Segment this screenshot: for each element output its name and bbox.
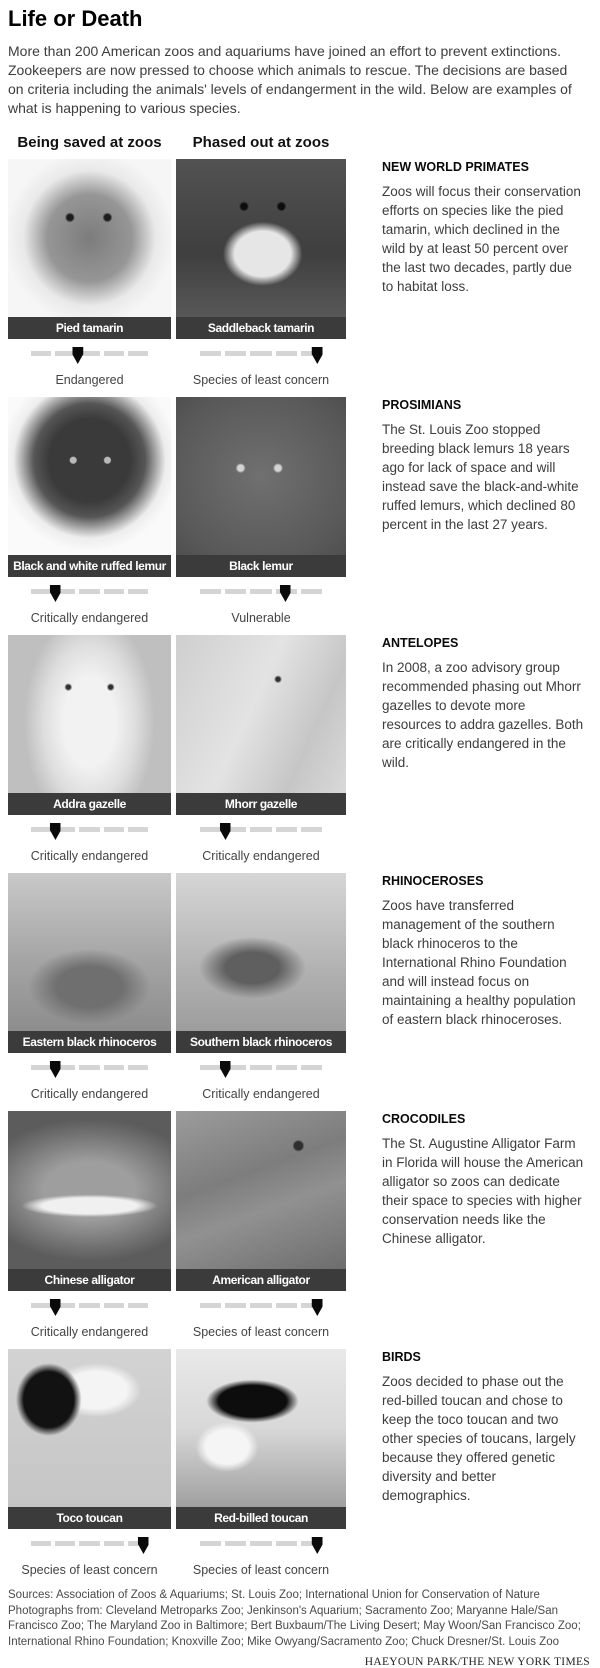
section-text — [382, 397, 584, 534]
scale-dash — [128, 351, 148, 356]
scale-track — [200, 1301, 322, 1308]
section-description: Zoos will focus their conservation efforts on species like the pied tamarin, which declined in the wild by at least 50 percent over the last two decades, partly due to habitat loss. — [382, 184, 581, 294]
scale-track — [200, 825, 322, 832]
column-header-phased: Phased out at zoos — [192, 134, 330, 151]
scale-marker-icon — [312, 1537, 323, 1554]
section-text — [382, 1111, 584, 1248]
scale-track — [31, 349, 148, 356]
scale-dash — [104, 589, 124, 594]
saved-animal-card — [8, 159, 171, 388]
section-description: In 2008, a zoo advisory group recommended phasing out Mhorr gazelles to devote more resources to addra gazelles. Both are critically endangered in the wild. — [382, 660, 584, 770]
scale-track — [31, 587, 148, 594]
status-label: Species of least concern — [192, 373, 330, 387]
status-label: Critically endangered — [202, 849, 320, 863]
status-label: Critically endangered — [202, 1087, 320, 1101]
phased-animal-card — [176, 397, 346, 626]
status-label: Critically endangered — [30, 1087, 149, 1101]
endangerment-scale — [31, 1063, 148, 1081]
scale-dash — [128, 1065, 148, 1070]
section-birds — [8, 1349, 592, 1578]
section-crocodiles — [8, 1111, 592, 1340]
animal-name: Pied tamarin — [55, 321, 124, 335]
scale-dash — [104, 1541, 124, 1546]
scale-marker-icon — [220, 1061, 231, 1078]
status-label: Vulnerable — [231, 611, 291, 625]
section-heading: ANTELOPES — [382, 636, 459, 650]
scale-dash — [128, 827, 148, 832]
scale-dash — [225, 589, 246, 594]
scale-marker-icon — [312, 347, 323, 364]
scale-dash — [55, 1541, 75, 1546]
scale-marker-icon — [280, 585, 291, 602]
endangerment-scale — [31, 825, 148, 843]
southern-black-rhinoceros-photo — [176, 873, 346, 1031]
black-and-white-ruffed-lemur-photo — [8, 397, 171, 555]
section-heading: CROCODILES — [382, 1112, 466, 1126]
endangerment-scale — [31, 1301, 148, 1319]
section-description: Zoos have transferred management of the southern black rhinoceros to the International Rhino Foundation and will instead focus on maintaining a healthy population of eastern black rhinoceroses. — [382, 898, 576, 1027]
scale-dash — [104, 351, 124, 356]
scale-dash — [31, 1065, 51, 1070]
status-label: Species of least concern — [192, 1563, 330, 1577]
phased-animal-card — [176, 1111, 346, 1340]
section-text — [382, 635, 584, 772]
scale-dash — [225, 1303, 246, 1308]
section-description: The St. Louis Zoo stopped breeding black lemurs 18 years ago for lack of space and will instead save the black-and-white ruffed lemurs, which declined 80 percent in the last 27 years. — [382, 422, 579, 532]
saved-animal-card — [8, 873, 171, 1102]
scale-dash — [104, 1065, 124, 1070]
status-label: Endangered — [55, 373, 124, 387]
scale-marker-icon — [138, 1537, 149, 1554]
scale-marker-icon — [50, 823, 61, 840]
byline-credit: HAEYOUN PARK/THE NEW YORK TIMES — [364, 1656, 590, 1668]
saved-animal-card — [8, 397, 171, 626]
scale-dash — [276, 1541, 297, 1546]
animal-name: Addra gazelle — [53, 797, 126, 811]
section-antelopes — [8, 635, 592, 864]
endangerment-scale — [200, 1301, 322, 1319]
animal-name-bar — [176, 317, 346, 339]
endangerment-scale — [31, 587, 148, 605]
sources-text: Sources: Association of Zoos & Aquariums; St. Louis Zoo; International Union for Conservation of Nature — [8, 1589, 540, 1601]
eastern-black-rhinoceros-photo — [8, 873, 171, 1031]
phased-animal-card — [176, 1349, 346, 1578]
scale-dash — [79, 589, 99, 594]
scale-dash — [250, 827, 271, 832]
scale-dash — [276, 351, 297, 356]
section-prosimians — [8, 397, 592, 626]
animal-name-bar — [8, 555, 171, 577]
mhorr-gazelle-photo — [176, 635, 346, 793]
pied-tamarin-photo — [8, 159, 171, 317]
endangerment-scale — [31, 1539, 148, 1557]
scale-track — [31, 1539, 148, 1546]
scale-dash — [128, 1303, 148, 1308]
scale-marker-icon — [220, 823, 231, 840]
animal-name-bar — [176, 1031, 346, 1053]
animal-name: Red-billed toucan — [214, 1511, 308, 1525]
intro-text: More than 200 American zoos and aquariums have joined an effort to prevent extinctions. Zookeepers are now pressed to choose which animals to rescue. The decisions are based on criteria including the animals' levels of endangerment in the wild. Below are examples of what is happening to various species. — [8, 43, 572, 116]
saddleback-tamarin-photo — [176, 159, 346, 317]
page-title: Life or Death — [8, 6, 143, 31]
scale-dash — [200, 351, 221, 356]
scale-dash — [104, 1303, 124, 1308]
section-heading: RHINOCEROSES — [382, 874, 484, 888]
saved-animal-card — [8, 1111, 171, 1340]
animal-name-bar — [176, 793, 346, 815]
scale-track — [31, 1301, 148, 1308]
scale-dash — [225, 351, 246, 356]
endangerment-scale — [200, 1063, 322, 1081]
animal-name-bar — [8, 793, 171, 815]
scale-marker-icon — [312, 1299, 323, 1316]
animal-name: Mhorr gazelle — [224, 797, 298, 811]
scale-dash — [31, 351, 51, 356]
scale-dash — [200, 1065, 221, 1070]
scale-track — [31, 1063, 148, 1070]
animal-name: Chinese alligator — [44, 1273, 135, 1287]
section-heading: BIRDS — [382, 1350, 421, 1364]
scale-dash — [250, 1065, 271, 1070]
american-alligator-photo — [176, 1111, 346, 1269]
scale-dash — [250, 1541, 271, 1546]
scale-marker-icon — [50, 1061, 61, 1078]
scale-dash — [200, 827, 221, 832]
scale-track — [200, 349, 322, 356]
section-description: The St. Augustine Alligator Farm in Florida will house the American alligator so zoos can dedicate their space to species with higher conservation needs like the Chinese alligator. — [382, 1136, 584, 1246]
animal-name-bar — [8, 1269, 171, 1291]
endangerment-scale — [200, 825, 322, 843]
scale-dash — [250, 351, 271, 356]
phased-animal-card — [176, 159, 346, 388]
endangerment-scale — [200, 349, 322, 367]
section-text — [382, 873, 584, 1029]
addra-gazelle-photo — [8, 635, 171, 793]
scale-dash — [200, 1303, 221, 1308]
animal-name-bar — [176, 1507, 346, 1529]
animal-name-bar — [8, 1031, 171, 1053]
sources-block — [8, 1588, 594, 1650]
scale-track — [200, 1539, 322, 1546]
column-header-saved: Being saved at zoos — [17, 134, 162, 151]
animal-name: Southern black rhinoceros — [189, 1035, 333, 1049]
scale-track — [200, 587, 322, 594]
status-label: Species of least concern — [21, 1563, 158, 1577]
photo-credits-text: Photographs from: Cleveland Metroparks Zoo; Jenkinson's Aquarium; Sacramento Zoo; Maryanne Hale/San Francisco Zoo; The Maryland Zoo in Baltimore; Bert Buxbaum/The Living Desert; May Woon/San Francisco Zoo; International Rhino Foundation; Knoxville Zoo; Mike Owyang/Sacramento Zoo; Chuck Dresner/St. Louis Zoo — [8, 1604, 581, 1648]
scale-dash — [301, 827, 322, 832]
animal-name: Black and white ruffed lemur — [13, 559, 166, 573]
scale-dash — [31, 1541, 51, 1546]
status-label: Critically endangered — [30, 611, 149, 625]
endangerment-scale — [200, 1539, 322, 1557]
scale-dash — [31, 589, 51, 594]
scale-dash — [276, 1065, 297, 1070]
scale-marker-icon — [72, 347, 83, 364]
scale-dash — [79, 827, 99, 832]
phased-animal-card — [176, 635, 346, 864]
saved-animal-card — [8, 635, 171, 864]
scale-marker-icon — [50, 1299, 61, 1316]
phased-animal-card — [176, 873, 346, 1102]
saved-animal-card — [8, 1349, 171, 1578]
scale-dash — [250, 589, 271, 594]
scale-dash — [276, 1303, 297, 1308]
scale-dash — [31, 827, 51, 832]
animal-name: Black lemur — [229, 559, 293, 573]
section-text — [382, 1349, 584, 1505]
status-label: Critically endangered — [30, 849, 149, 863]
chinese-alligator-photo — [8, 1111, 171, 1269]
section-new-world-primates — [8, 159, 592, 388]
endangerment-scale — [31, 349, 148, 367]
column-headers — [8, 134, 592, 151]
scale-marker-icon — [50, 585, 61, 602]
section-heading: NEW WORLD PRIMATES — [382, 160, 529, 174]
animal-name-bar — [8, 317, 171, 339]
black-lemur-photo — [176, 397, 346, 555]
animal-name: Toco toucan — [56, 1511, 123, 1525]
scale-dash — [225, 1541, 246, 1546]
animal-name-bar — [176, 555, 346, 577]
scale-dash — [104, 827, 124, 832]
scale-track — [31, 825, 148, 832]
animal-name-bar — [8, 1507, 171, 1529]
scale-dash — [200, 589, 221, 594]
animal-name: Saddleback tamarin — [207, 321, 315, 335]
scale-dash — [128, 589, 148, 594]
endangerment-scale — [200, 587, 322, 605]
section-description: Zoos decided to phase out the red-billed toucan and chose to keep the toco toucan and two other species of toucans, largely because they offered genetic diversity and better demographics. — [382, 1374, 576, 1503]
status-label: Critically endangered — [30, 1325, 149, 1339]
scale-dash — [79, 1065, 99, 1070]
section-text — [382, 159, 584, 296]
toco-toucan-photo — [8, 1349, 171, 1507]
status-label: Species of least concern — [192, 1325, 330, 1339]
scale-dash — [301, 589, 322, 594]
section-rhinoceroses — [8, 873, 592, 1102]
scale-dash — [79, 1303, 99, 1308]
scale-dash — [250, 1303, 271, 1308]
section-heading: PROSIMIANS — [382, 398, 462, 412]
animal-name: American alligator — [212, 1273, 310, 1287]
scale-dash — [79, 1541, 99, 1546]
scale-dash — [301, 1065, 322, 1070]
scale-dash — [200, 1541, 221, 1546]
scale-dash — [31, 1303, 51, 1308]
scale-dash — [276, 827, 297, 832]
scale-track — [200, 1063, 322, 1070]
red-billed-toucan-photo — [176, 1349, 346, 1507]
animal-name: Eastern black rhinoceros — [22, 1035, 157, 1049]
animal-name-bar — [176, 1269, 346, 1291]
